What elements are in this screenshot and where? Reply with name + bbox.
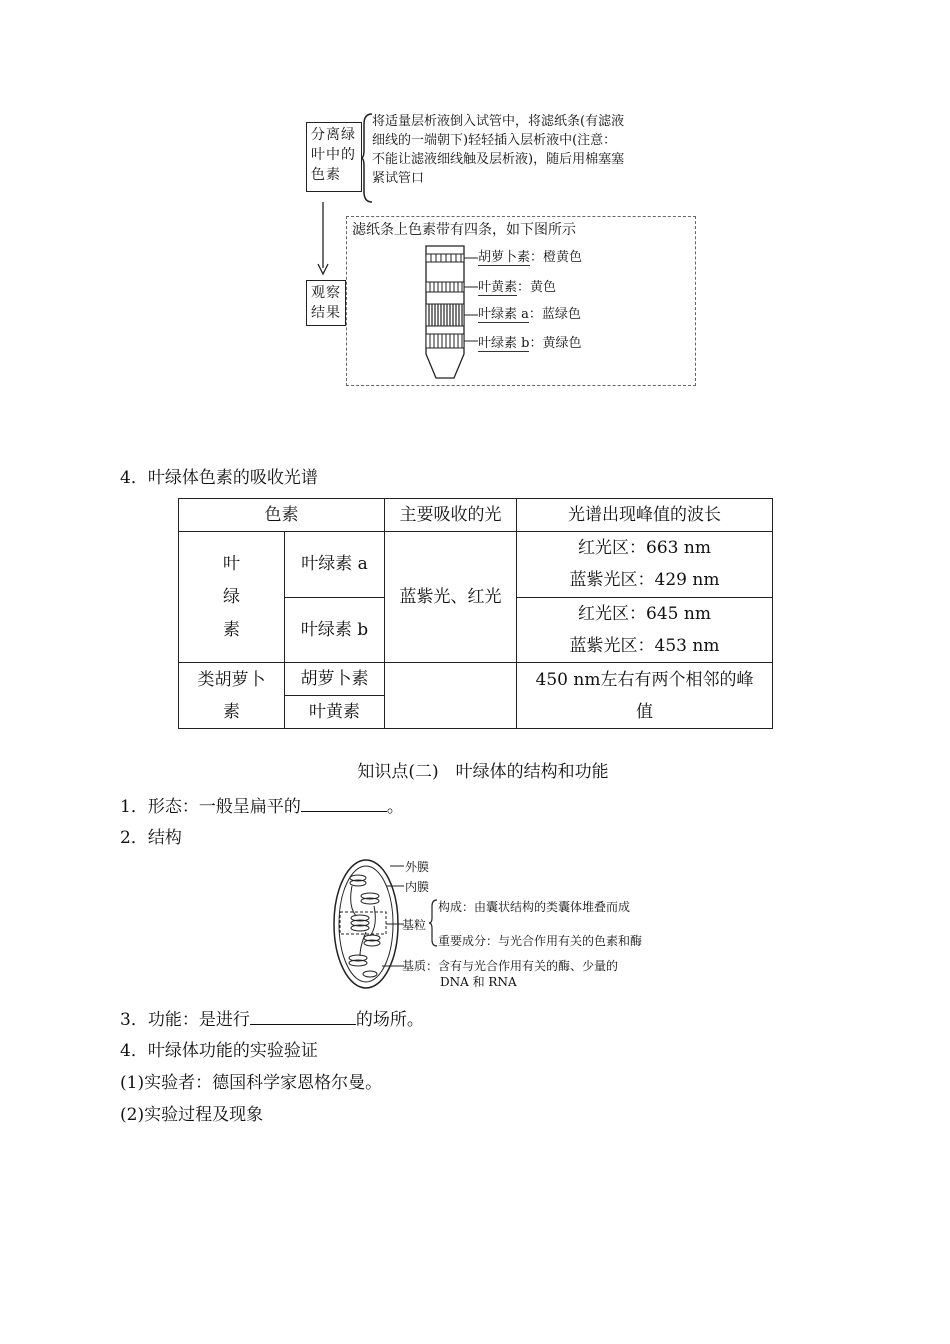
result-dashed-box [346,216,696,386]
arrow-down-icon [316,202,330,276]
label-component: 重要成分：与光合作用有关的色素和酶 [438,934,643,948]
table-row [179,663,773,696]
label-granum: 基粒 [402,918,427,932]
sub2: (2)实验过程及现象 [120,1105,264,1125]
label-composition: 构成：由囊状结构的类囊体堆叠而成 [438,900,631,914]
item1: 1．形态：一般呈扁平的 。 [120,793,404,819]
car-peak-cell: 450 nm左右有两个相邻的峰 值 [517,663,773,729]
chloroplast-diagram [330,856,410,996]
header-pigment: 色素 [179,499,385,532]
table-header-row [179,499,773,532]
section4-heading: 4．叶绿体色素的吸收光谱 [120,468,318,488]
group-chlorophyll: 叶 绿 素 [179,532,285,663]
step1-label-box [306,122,362,192]
step1-label: 分离绿叶中的色素 [311,127,356,183]
step2-intro: 滤纸条上色素带有四条，如下图所示 [352,222,576,238]
band-label-3: 叶绿素 a：蓝绿色 [478,307,581,322]
car-light-cell [385,663,517,729]
item4: 4．叶绿体功能的实验验证 [120,1041,318,1061]
group-carotenoid: 类胡萝卜 素 [179,663,285,729]
step2-label: 观察结果 [311,285,341,321]
xanthophyll-cell: 叶黄素 [285,696,385,729]
table-row [179,532,773,598]
item2: 2．结构 [120,828,182,848]
label-stroma: 基质：含有与光合作用有关的酶、少量的 DNA 和 RNA [402,959,619,989]
label-inner: 内膜 [405,880,430,894]
label-outer: 外膜 [405,860,430,874]
chla-cell: 叶绿素 a [285,532,385,598]
header-light: 主要吸收的光 [385,499,517,532]
carotene-cell: 胡萝卜素 [285,663,385,696]
item3: 3．功能：是进行 的场所。 [120,1006,424,1032]
brace-granum-icon [428,898,438,948]
chlb-peak-cell: 红光区：645 nm 蓝紫光区：453 nm [517,597,773,663]
knowledge2-title: 知识点(二) 叶绿体的结构和功能 [357,762,609,782]
step2-label-box [306,280,346,326]
band-label-1: 胡萝卜素：橙黄色 [478,250,583,265]
chla-peak-cell: 红光区：663 nm 蓝紫光区：429 nm [517,532,773,598]
band-label-2: 叶黄素：黄色 [478,280,557,295]
chl-light-cell: 蓝紫光、红光 [385,532,517,663]
header-peak: 光谱出现峰值的波长 [517,499,773,532]
step1-text: 将适量层析液倒入试管中，将滤纸条(有滤液 细线的一端朝下)轻轻插入层析液中(注意： 不能让滤液细线触及层析液)，随后用棉塞塞 紧试管口 [372,114,625,186]
band-label-4: 叶绿素 b：黄绿色 [478,336,582,351]
chlb-cell: 叶绿素 b [285,597,385,663]
item3-blank[interactable] [250,1006,356,1025]
sub1: (1)实验者：德国科学家恩格尔曼。 [120,1073,383,1093]
pigment-table [178,498,773,729]
item1-blank[interactable] [301,793,387,812]
